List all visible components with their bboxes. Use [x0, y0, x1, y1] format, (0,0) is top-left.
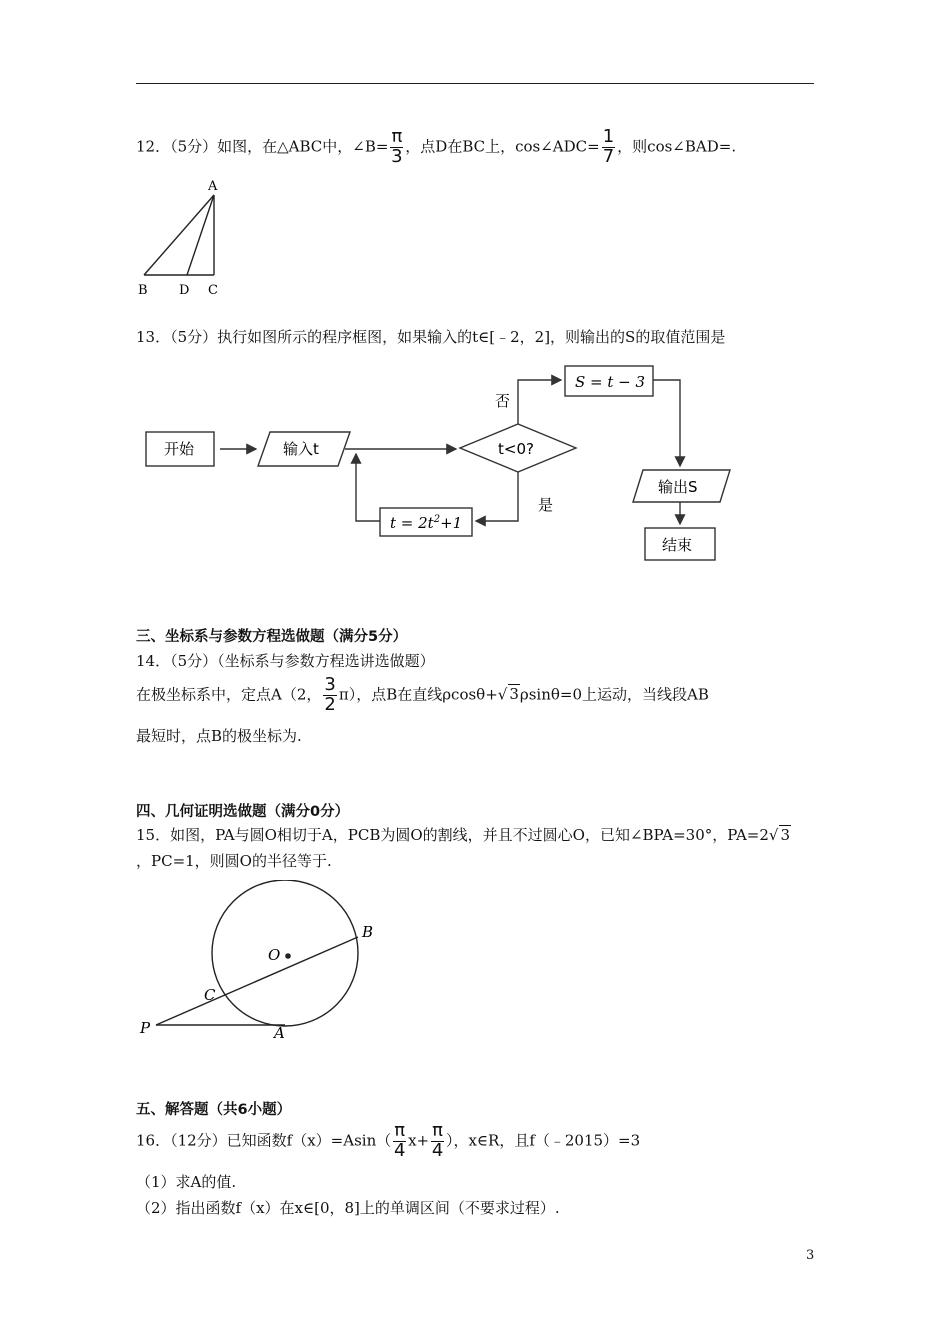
q14-line2: 在极坐标系中，定点A（2， $\frac{3}{2}$ π），点B在直线ρcosθ+√ 3ρsinθ=0上运动，当线段AB — [136, 674, 709, 715]
q15-line2: ，PC=1，则圆O的半径等于. — [136, 852, 332, 870]
label-a: A — [274, 1024, 285, 1042]
triangle-figure — [130, 175, 240, 300]
label-b: B — [362, 923, 374, 941]
label-c: C — [204, 986, 216, 1004]
label-d: D — [179, 283, 190, 298]
q15-line1: 15．如图，PA与圆O相切于A，PCB为圆O的割线，并且不过圆心O，已知∠BPA=30°，PA=2√ 3 — [136, 826, 791, 844]
page-number: 3 — [806, 1248, 815, 1263]
q16-sub2: （2）指出函数f（x）在x∈[0，8]上的单调区间（不要求过程）. — [136, 1199, 560, 1217]
center-dot — [285, 953, 291, 959]
section3-heading: 三、坐标系与参数方程选做题（满分5分） — [136, 629, 408, 645]
q16-line1: 16．（12分）已知函数f（x）=Asin（ $\frac{\pi}{4}$ x+ $\frac{\pi}{4}$ ），x∈R，且f（﹣2015）=3 — [136, 1120, 641, 1161]
flow-no: 否 — [495, 392, 511, 410]
fraction: $\frac{3}{2}$ — [324, 674, 336, 715]
section5-heading: 五、解答题（共6小题） — [136, 1102, 292, 1118]
flow-start: 开始 — [164, 440, 195, 458]
flowchart — [140, 360, 740, 570]
section4-heading: 四、几何证明选做题（满分0分） — [136, 804, 350, 820]
label-c: C — [208, 283, 218, 298]
fraction: $\frac{\pi}{4}$ — [431, 1120, 444, 1161]
fraction: $\frac{\pi}{3}$ — [391, 126, 403, 167]
q16-sub1: （1）求A的值. — [136, 1173, 237, 1191]
q13-text: 13．（5分）执行如图所示的程序框图，如果输入的t∈[﹣2，2]，则输出的S的取值范围是 — [136, 328, 726, 346]
circle-figure — [130, 880, 390, 1045]
flow-cond: t<0? — [498, 440, 534, 458]
flow-output: 输出S — [658, 478, 698, 496]
flow-input: 输入t — [283, 440, 319, 458]
q12-text: 12．（5分）如图，在△ABC中，∠B= $\frac{\pi}{3}$ ，点D在BC上，cos∠ADC= $\frac{1}{7}$ ，则cos∠BAD=. — [136, 126, 737, 167]
fraction: $\frac{\pi}{4}$ — [393, 1120, 406, 1161]
flow-end: 结束 — [662, 536, 693, 554]
fraction: $\frac{1}{7}$ — [602, 126, 615, 167]
flow-t-assign: $t = 2t^2+1$ — [390, 514, 463, 532]
label-a: A — [208, 179, 218, 194]
label-o: O — [268, 946, 281, 964]
label-b: B — [138, 283, 148, 298]
flow-s-assign: S = t − 3 — [575, 373, 646, 391]
flow-yes: 是 — [538, 496, 554, 514]
header-rule — [136, 83, 814, 84]
q14-line3: 最短时，点B的极坐标为. — [136, 727, 302, 745]
q14-line1: 14．（5分）（坐标系与参数方程选讲选做题） — [136, 652, 435, 670]
label-p: P — [140, 1019, 151, 1037]
